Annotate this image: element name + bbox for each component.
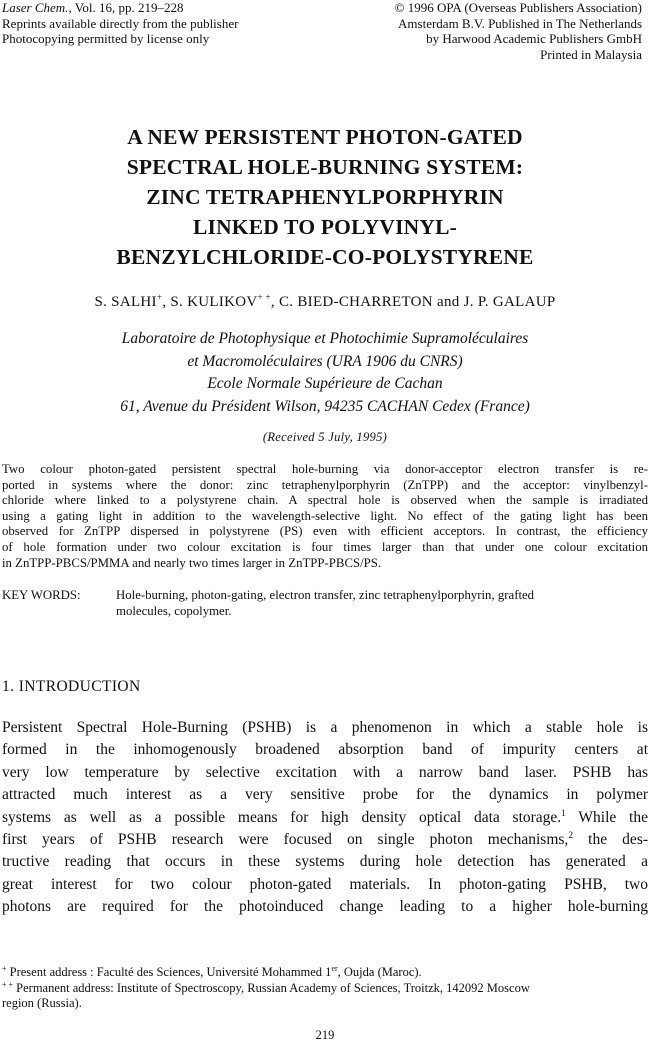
- author-salhi: S. SALHI: [94, 294, 157, 310]
- publisher-line-2: by Harwood Academic Publishers GmbH: [426, 31, 642, 46]
- photocopy-note: Photocopying permitted by license only: [2, 31, 210, 46]
- title-line: LINKED TO POLYVINYL-: [192, 215, 458, 239]
- abstract: [2, 462, 648, 571]
- author-list: S. SALHI+, S. KULIKOV+ +, C. BIED-CHARRETON and J. P. GALAUP: [94, 292, 556, 310]
- body-line: Persistent Spectral Hole-Burning (PSHB) is a phenomenon in which a stable hole is: [2, 719, 648, 736]
- footnote: + + Permanent address: Institute of Spectroscopy, Russian Academy of Sciences, Troitzk, 142092 Moscow: [2, 979, 530, 995]
- reference-mark: 1: [561, 808, 566, 819]
- footnote: + Present address : Faculté des Sciences, Université Mohammed 1er, Oujda (Maroc).: [2, 964, 422, 979]
- publication-info: [2, 0, 238, 47]
- keywords-line: Hole-burning, photon-gating, electron transfer, zinc tetraphenylporphyrin, grafted: [116, 588, 535, 602]
- body-line: great interest for two colour photon-gated materials. In photon-gating PSHB, two: [2, 875, 648, 893]
- keywords: [2, 588, 648, 619]
- introduction-text: [2, 717, 648, 919]
- body-line: formed in the inhomogenously broadened absorption band of impurity centers at: [2, 741, 648, 759]
- keywords-label: KEY WORDS:: [2, 588, 81, 602]
- title-line: BENZYLCHLORIDE-CO-POLYSTYRENE: [116, 245, 534, 269]
- body-line: photons are required for the photoinduced change leading to a higher hole-burning: [2, 898, 648, 916]
- affiliation-line: et Macromoléculaires (URA 1906 du CNRS): [187, 352, 463, 370]
- title-line: ZINC TETRAPHENYLPORPHYRIN: [146, 185, 504, 209]
- body-line: very low temperature by selective excitation with a narrow band laser. PSHB has: [2, 763, 648, 781]
- keywords-line: molecules, copolymer.: [116, 603, 232, 618]
- abstract-line: ported in systems where the donor: zinc tetraphenylporphyrin (ZnTPP) and the acceptor: vinylbenzyl-: [2, 477, 648, 492]
- title-line: A NEW PERSISTENT PHOTON-GATED: [127, 125, 523, 149]
- copyright-line: © 1996 OPA (Overseas Publishers Association): [394, 0, 642, 15]
- copyright-info: [395, 0, 642, 62]
- affiliation: [0, 328, 650, 418]
- reference-mark: 2: [568, 831, 574, 842]
- abstract-line: chloride where linked to a polystyrene chain. A spectral hole is observed when the sample is irradiated: [2, 493, 648, 508]
- abstract-line: in ZnTPP-PBCS/PMMA and nearly two times larger in ZnTPP-PBCS/PS.: [2, 555, 382, 570]
- affiliation-line: 61, Avenue du Président Wilson, 94235 CACHAN Cedex (France): [120, 397, 530, 415]
- abstract-line: of hole formation under two colour excitation is four times larger than that under one colour excitation: [2, 539, 648, 554]
- footnote-continuation: region (Russia).: [2, 996, 82, 1010]
- title-line: SPECTRAL HOLE-BURNING SYSTEM:: [126, 155, 524, 179]
- reprint-note: Reprints available directly from the publisher: [2, 15, 239, 31]
- printed-in: Printed in Malaysia: [540, 46, 642, 62]
- footnote-mark: + +: [2, 979, 14, 989]
- section-heading: 1. INTRODUCTION: [2, 678, 141, 695]
- body-line: first years of PSHB research were focused on single photon mechanisms,$^2$ the des-: [2, 831, 649, 849]
- affiliation-line: Laboratoire de Photophysique et Photochimie Supramoléculaires: [121, 330, 529, 347]
- body-line: attracted much interest as a very sensitive probe for the dynamics in polymer: [2, 786, 648, 804]
- footnote-mark: +: [156, 292, 163, 302]
- page-number: 219: [315, 1028, 335, 1042]
- body-line: tructive reading that occurs in these systems during hole detection has generated a: [2, 853, 648, 871]
- abstract-line: Two colour photon-gated persistent spectral hole-burning via donor-acceptor electron transfer is re-: [2, 462, 648, 476]
- article-title: [0, 122, 650, 272]
- body-line: systems as well as a possible means for high density optical data storage.$^1$ While the: [2, 808, 648, 826]
- footnotes: [2, 965, 648, 1012]
- author-kulikov: S. KULIKOV: [170, 294, 258, 310]
- footnote-mark: + +: [257, 292, 271, 302]
- author-rest: , C. BIED-CHARRETON and J. P. GALAUP: [270, 294, 556, 310]
- abstract-line: using a gating light in addition to the wavelength-selective light. No effect of the gating light has been: [2, 508, 648, 523]
- journal-citation: Laser Chem., Vol. 16, pp. 219–228: [2, 0, 184, 15]
- publisher-line: Amsterdam B.V. Published in The Netherlands: [398, 15, 642, 31]
- abstract-line: observed for ZnTPP dispersed in polystyrene (PS) even with efficient acceptors. In contrast, the efficiency: [2, 524, 648, 539]
- affiliation-line: Ecole Normale Supérieure de Cachan: [207, 375, 443, 392]
- received-date: (Received 5 July, 1995): [262, 430, 388, 444]
- footnote-mark: +: [2, 964, 7, 973]
